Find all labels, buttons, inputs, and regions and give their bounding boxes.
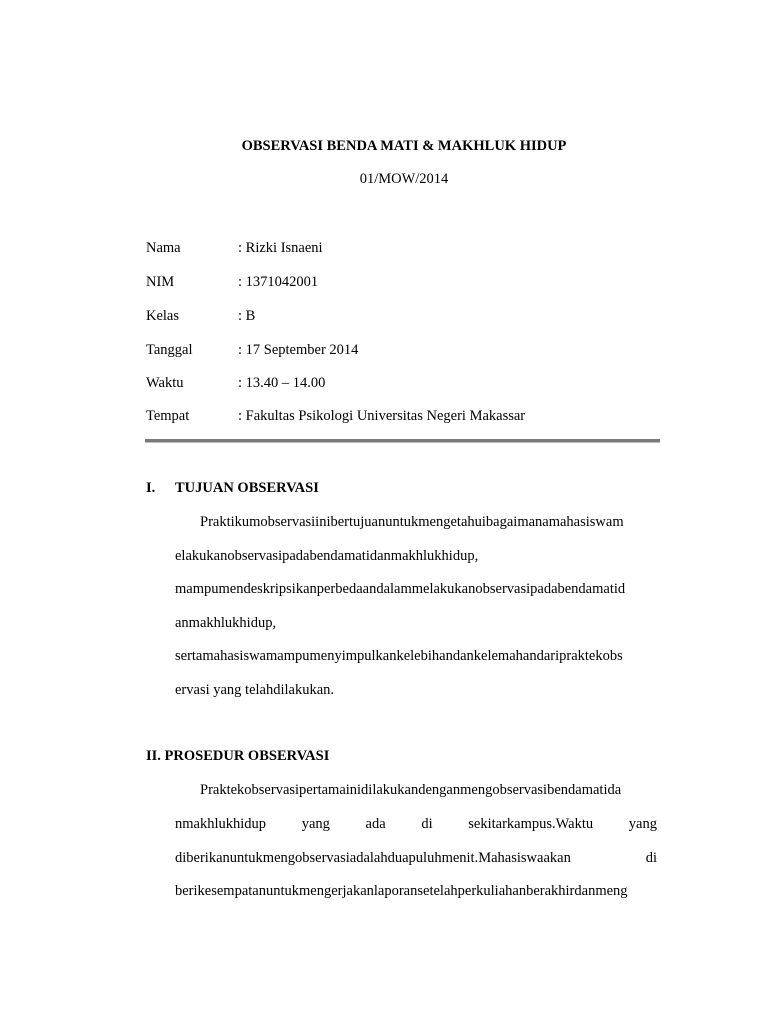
info-value-tempat: : Fakultas Psikologi Universitas Negeri Makassar <box>238 408 526 424</box>
section-2-line-4: berikesempatanuntukmengerjakanlaporansetelahperkuliahanberakhirdanmeng <box>175 883 628 899</box>
section-2-number: II. <box>146 748 161 764</box>
info-label-tempat: Tempat <box>146 408 190 424</box>
section-2-heading <box>146 749 329 764</box>
section-1-line-3: mampumendeskripsikanperbedaandalammelakukanobservasipadabendamatid <box>175 581 626 597</box>
section-2-line-1: Praktekobservasipertamainidilakukandenganmengobservasibendamatida <box>200 782 622 798</box>
word: yang <box>301 816 330 832</box>
document-code: 01/MOW/2014 <box>359 171 449 187</box>
word: yang <box>628 816 657 832</box>
section-1-line-1: Praktikumobservasiinibertujuanuntukmengetahuibagaimanamahasiswam <box>200 514 624 530</box>
section-2-line-2 <box>175 817 657 832</box>
info-value-nim: : 1371042001 <box>238 274 319 290</box>
word: nmakhlukhidup <box>175 816 267 832</box>
info-label-nim: NIM <box>146 274 175 290</box>
section-1-title: TUJUAN OBSERVASI <box>175 480 319 496</box>
section-1-line-4: anmakhlukhidup, <box>175 615 277 631</box>
word: diberikanuntukmengobservasiadalahduapuluhmenit.Mahasiswaakan <box>175 850 571 866</box>
section-2-title: PROSEDUR OBSERVASI <box>164 748 330 764</box>
word: sekitarkampus.Waktu <box>468 816 594 832</box>
info-value-waktu: : 13.40 – 14.00 <box>238 375 326 391</box>
horizontal-divider <box>145 439 660 443</box>
info-label-tanggal: Tanggal <box>146 342 193 358</box>
word: di <box>645 850 657 866</box>
word: ada <box>365 816 386 832</box>
info-value-nama: : Rizki Isnaeni <box>238 240 323 256</box>
info-label-nama: Nama <box>146 240 181 256</box>
document-title: OBSERVASI BENDA MATI & MAKHLUK HIDUP <box>241 138 567 154</box>
info-label-kelas: Kelas <box>146 308 180 324</box>
info-label-waktu: Waktu <box>146 375 184 391</box>
section-1-number: I. <box>146 480 156 496</box>
info-value-tanggal: : 17 September 2014 <box>238 342 359 358</box>
word: di <box>421 816 433 832</box>
section-2-line-3 <box>175 851 657 866</box>
info-value-kelas: : B <box>238 308 256 324</box>
section-1-line-6: ervasi yang telahdilakukan. <box>175 682 335 698</box>
section-1-line-5: sertamahasiswamampumenyimpulkankelebihandankelemahandaripraktekobs <box>175 648 623 664</box>
section-1-line-2: elakukanobservasipadabendamatidanmakhlukhidup, <box>175 548 479 564</box>
